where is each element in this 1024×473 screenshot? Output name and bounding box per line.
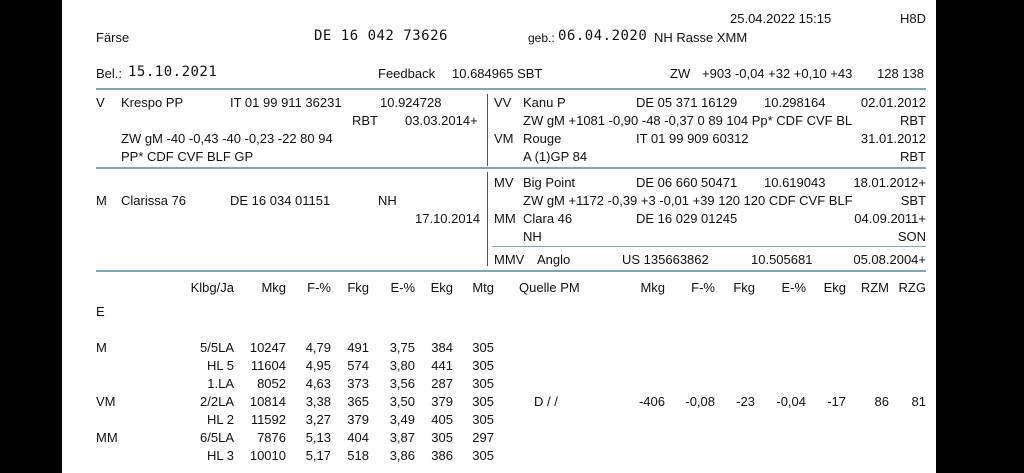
bel-date: 15.10.2021: [128, 64, 218, 80]
dam-tag: M: [96, 193, 107, 208]
mtg-cell: 305: [472, 340, 494, 355]
fpct-cell: 5,13: [305, 430, 331, 445]
ekg-cell: 405: [431, 412, 453, 427]
mkg-cell: 10010: [249, 448, 286, 463]
vv-zw: ZW gM +1081 -0,90 -48 -0,37 0 89 104 Pp* CDF CVF BL: [523, 113, 853, 128]
col-header: Ekg: [430, 280, 453, 295]
sire-date: 03.03.2014+: [405, 113, 478, 128]
mmv-date: 05.08.2004+: [853, 252, 926, 267]
col-header: F-%: [307, 280, 331, 295]
mkg-cell: 8052: [257, 376, 286, 391]
mkg-cell: 10814: [249, 394, 286, 409]
epct-cell: 3,86: [389, 448, 415, 463]
mv-id: DE 06 660 50471: [636, 175, 738, 190]
col-header: Mtg: [472, 280, 494, 295]
pm-fpct: -0,08: [685, 394, 715, 409]
divider-v-dam: [487, 172, 488, 266]
divider-mid: [96, 167, 926, 169]
mmv-id: US 135663862: [622, 252, 709, 267]
mv-tag: MV: [494, 175, 514, 190]
pm-ekg: -17: [827, 394, 846, 409]
epct-cell: 3,50: [389, 394, 415, 409]
ekg-cell: 287: [431, 376, 453, 391]
klbg-cell: HL 3: [207, 448, 234, 463]
ekg-cell: 305: [431, 430, 453, 445]
col-header: Fkg: [733, 280, 755, 295]
pm-fkg: -23: [736, 394, 755, 409]
fpct-cell: 4,79: [305, 340, 331, 355]
col-header: Mkg: [640, 280, 665, 295]
pm-epct: -0,04: [776, 394, 806, 409]
klbg-cell: HL 5: [207, 358, 234, 373]
col-header: RZM: [860, 280, 889, 295]
sire-zw: ZW gM -40 -0,43 -40 -0,23 -22 80 94: [121, 131, 333, 146]
mv-code: 10.619043: [764, 175, 826, 190]
sire-id: IT 01 99 911 36231: [230, 95, 342, 110]
row-label-m: M: [96, 340, 107, 355]
pm-source: D / /: [534, 394, 558, 409]
vm-name: Rouge: [523, 131, 562, 146]
mkg-cell: 11604: [250, 358, 286, 373]
mm-date: 04.09.2011+: [854, 211, 926, 226]
report-code: H8D: [900, 11, 927, 26]
vm-date: 31.01.2012: [860, 131, 926, 146]
fkg-cell: 574: [347, 358, 369, 373]
mkg-cell: 11592: [250, 412, 286, 427]
klbg-cell: 1.LA: [207, 376, 234, 391]
ekg-cell: 379: [431, 394, 453, 409]
col-header: E-%: [781, 280, 806, 295]
pm-rzg: 81: [911, 394, 926, 409]
sire-code: 10.924728: [380, 95, 442, 110]
zw-label: ZW: [670, 66, 691, 81]
mv-name: Big Point: [523, 175, 576, 190]
vm-line2: A (1)GP 84: [523, 149, 588, 164]
sire-extra: RBT: [352, 113, 378, 128]
vm-line2-end: RBT: [900, 149, 926, 164]
col-header: RZG: [898, 280, 926, 295]
mm-line2-end: SON: [897, 229, 926, 244]
col-header: Ekg: [823, 280, 846, 295]
dam-name: Clarissa 76: [121, 193, 187, 208]
epct-cell: 3,49: [389, 412, 415, 427]
klbg-cell: 2/2LA: [200, 394, 234, 409]
pm-mkg: -406: [638, 394, 665, 409]
fkg-cell: 404: [347, 430, 369, 445]
mmv-tag: MMV: [494, 252, 525, 267]
mtg-cell: 305: [472, 376, 494, 391]
print-datetime: 25.04.2022 15:15: [730, 11, 832, 26]
mmv-name: Anglo: [537, 252, 571, 267]
divider-top: [96, 88, 926, 90]
dam-flag: NH: [378, 193, 397, 208]
vv-zw-end: RBT: [900, 113, 926, 128]
col-header: Klbg/Ja: [190, 280, 234, 295]
mtg-cell: 297: [472, 430, 494, 445]
row-label-vm: VM: [96, 394, 116, 409]
row-label-mm: MM: [96, 430, 118, 445]
col-header: Mkg: [261, 280, 286, 295]
ekg-cell: 441: [431, 358, 453, 373]
mmv-code: 10.505681: [751, 252, 813, 267]
col-header: F-%: [691, 280, 715, 295]
mv-zw-end: SBT: [900, 193, 926, 208]
vv-id: DE 05 371 16129: [636, 95, 738, 110]
fkg-cell: 491: [347, 340, 369, 355]
ear-tag: DE 16 042 73626: [314, 28, 448, 44]
vv-code: 10.298164: [764, 95, 826, 110]
divider-v-sire: [487, 94, 488, 166]
fpct-cell: 3,38: [305, 394, 331, 409]
epct-cell: 3,87: [389, 430, 415, 445]
zw-values: +903 -0,04 +32 +0,10 +43: [702, 66, 853, 81]
vv-date: 02.01.2012: [860, 95, 926, 110]
sire-tag: V: [96, 95, 105, 110]
sire-name: Krespo PP: [121, 95, 184, 110]
mm-name: Clara 46: [523, 211, 573, 226]
fpct-cell: 4,63: [305, 376, 331, 391]
col-header: Fkg: [347, 280, 369, 295]
pm-rzm: 86: [874, 394, 889, 409]
ekg-cell: 384: [431, 340, 453, 355]
klbg-cell: HL 2: [207, 412, 234, 427]
divider-mmv: [492, 246, 926, 247]
animal-sex: Färse: [96, 30, 130, 45]
mtg-cell: 305: [472, 394, 494, 409]
epct-cell: 3,80: [389, 358, 415, 373]
vm-tag: VM: [494, 131, 514, 146]
col-header: E-%: [390, 280, 415, 295]
fpct-cell: 5,17: [305, 448, 331, 463]
mv-zw: ZW gM +1172 -0,39 +3 -0,01 +39 120 120 CDF CVF BLF: [523, 193, 853, 208]
mtg-cell: 305: [472, 412, 494, 427]
born-label: geb.:: [528, 31, 555, 45]
mkg-cell: 10247: [249, 340, 286, 355]
mm-id: DE 16 029 01245: [636, 211, 738, 226]
feedback-label: Feedback: [378, 66, 436, 81]
zw-total: 128 138: [877, 66, 924, 81]
epct-cell: 3,56: [389, 376, 415, 391]
klbg-cell: 6/5LA: [200, 430, 234, 445]
mm-line2: NH: [523, 229, 542, 244]
sire-traits: PP* CDF CVF BLF GP: [121, 149, 254, 164]
fkg-cell: 379: [347, 412, 369, 427]
vm-id: IT 01 99 909 60312: [636, 131, 749, 146]
epct-cell: 3,75: [389, 340, 415, 355]
vv-tag: VV: [494, 95, 512, 110]
fpct-cell: 4,95: [305, 358, 331, 373]
ekg-cell: 386: [431, 448, 453, 463]
fpct-cell: 3,27: [305, 412, 331, 427]
vv-name: Kanu P: [523, 95, 566, 110]
fkg-cell: 365: [347, 394, 369, 409]
dam-id: DE 16 034 01151: [230, 193, 331, 208]
fkg-cell: 518: [347, 448, 369, 463]
dam-date: 17.10.2014: [415, 211, 481, 226]
divider-table: [96, 270, 926, 272]
klbg-cell: 5/5LA: [200, 340, 234, 355]
born-suffix: NH Rasse XMM: [654, 30, 748, 45]
bel-label: Bel.:: [96, 66, 123, 81]
mtg-cell: 305: [472, 358, 494, 373]
row-label-e: E: [96, 304, 105, 319]
mtg-cell: 305: [472, 448, 494, 463]
col-header: Quelle PM: [519, 280, 580, 295]
mkg-cell: 7876: [257, 430, 286, 445]
mv-date: 18.01.2012+: [853, 175, 926, 190]
feedback-value: 10.684965 SBT: [452, 66, 543, 81]
pedigree-sheet: [62, 0, 936, 473]
born-date: 06.04.2020: [558, 28, 648, 44]
fkg-cell: 373: [347, 376, 369, 391]
mm-tag: MM: [494, 211, 516, 226]
